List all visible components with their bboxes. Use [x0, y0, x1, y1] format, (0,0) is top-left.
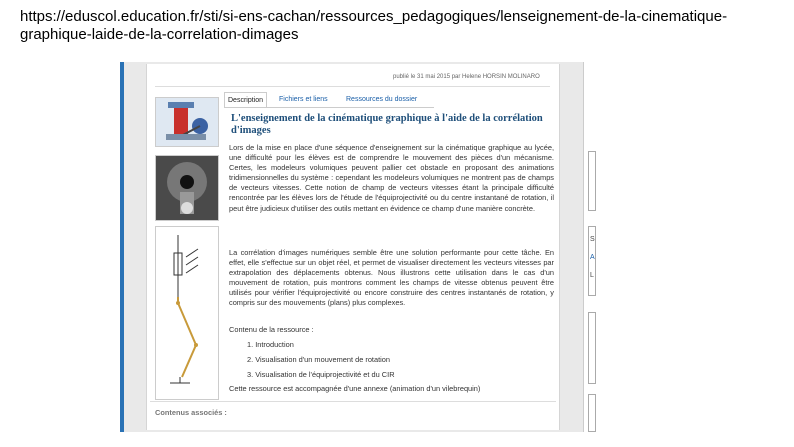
page-url: https://eduscol.education.fr/sti/si-ens-cachan/ressources_pedagogiques/lenseignement-de-la-cinematique-graphique-laide-de-la-correlation-dimages — [20, 8, 728, 43]
header-divider — [155, 86, 550, 87]
contents-item-introduction[interactable]: 1. Introduction — [247, 340, 294, 349]
correlation-photo-thumbnail[interactable] — [155, 155, 219, 221]
left-accent-bar — [120, 62, 124, 432]
publication-meta: publié le 31 mai 2015 par Helene HORSIN MOLINARO — [393, 74, 540, 80]
contents-item-rotation[interactable]: 2. Visualisation d'un mouvement de rotation — [247, 355, 391, 364]
contents-item-equiprojectivity[interactable]: 3. Visualisation de l'équiprojectivité et du CIR — [247, 370, 395, 379]
annex-note: Cette ressource est accompagnée d'une annexe (animation d'un vilebrequin) — [229, 384, 481, 393]
article-title: L'enseignement de la cinématique graphique à l'aide de la corrélation d'images — [231, 113, 543, 136]
tabs-underline — [224, 107, 434, 108]
correlation-image — [156, 156, 218, 220]
sidebar-box — [588, 151, 596, 211]
mechanism-3d-image — [156, 98, 218, 146]
intro-paragraph: Lors de la mise en place d'une séquence d'enseignement sur la cinématique graphique au lycée, une difficulté pour les élèves est de comprendre le mouvement des pièces d'un mécanisme. Certes, les modeleurs volumiques peuvent pallier cet obstacle en proposant des animations tridimensionnelles du système : cependant les modeleurs volumiques ne montrent pas de champs de vecteurs vitesses. Cette notion de champ de vecteurs vitesses étant la principale difficulté rencontrée par les élèves lors de l'étude de l'équiprojectivité ou du centre instantané de rotation, il peut être judicieux d'utiliser des outils mettant en évidence ce champ d'une manière concrète. — [229, 143, 554, 213]
sidebar-glyph: A — [590, 254, 595, 261]
sidebar-glyph: S — [590, 236, 595, 243]
kinematic-diagram — [156, 227, 218, 399]
tab-files-links[interactable]: Fichiers et liens — [279, 96, 328, 103]
mechanism-3d-thumbnail[interactable] — [155, 97, 219, 147]
sidebar-box — [588, 312, 596, 384]
kinematic-diagram-thumbnail[interactable] — [155, 226, 219, 400]
sidebar-glyph: L — [590, 272, 594, 279]
associated-contents-heading: Contenus associés : — [155, 408, 227, 417]
content-divider — [150, 401, 556, 402]
correlation-paragraph: La corrélation d'images numériques semble être une solution performante pour cette tâche. En effet, elle s'effectue sur un objet réel, et permet de visualiser directement les vecteurs vitesses par extrapolation des déplacements obtenus. Nous illustrons cette utilisation dans le cas d'un mouvement de rotation, puis montrons comment les champs de vitesse obtenus peuvent être utilisés pour vérifier l'équiprojectivité ou encore construire des centres instantanés de rotation, y compris sur des mouvements (plans) plus complexes. — [229, 248, 554, 308]
tab-description[interactable]: Description — [224, 92, 267, 108]
sidebar-box — [588, 394, 596, 432]
contents-heading: Contenu de la ressource : — [229, 325, 314, 334]
tab-folder-resources[interactable]: Ressources du dossier — [346, 96, 418, 103]
